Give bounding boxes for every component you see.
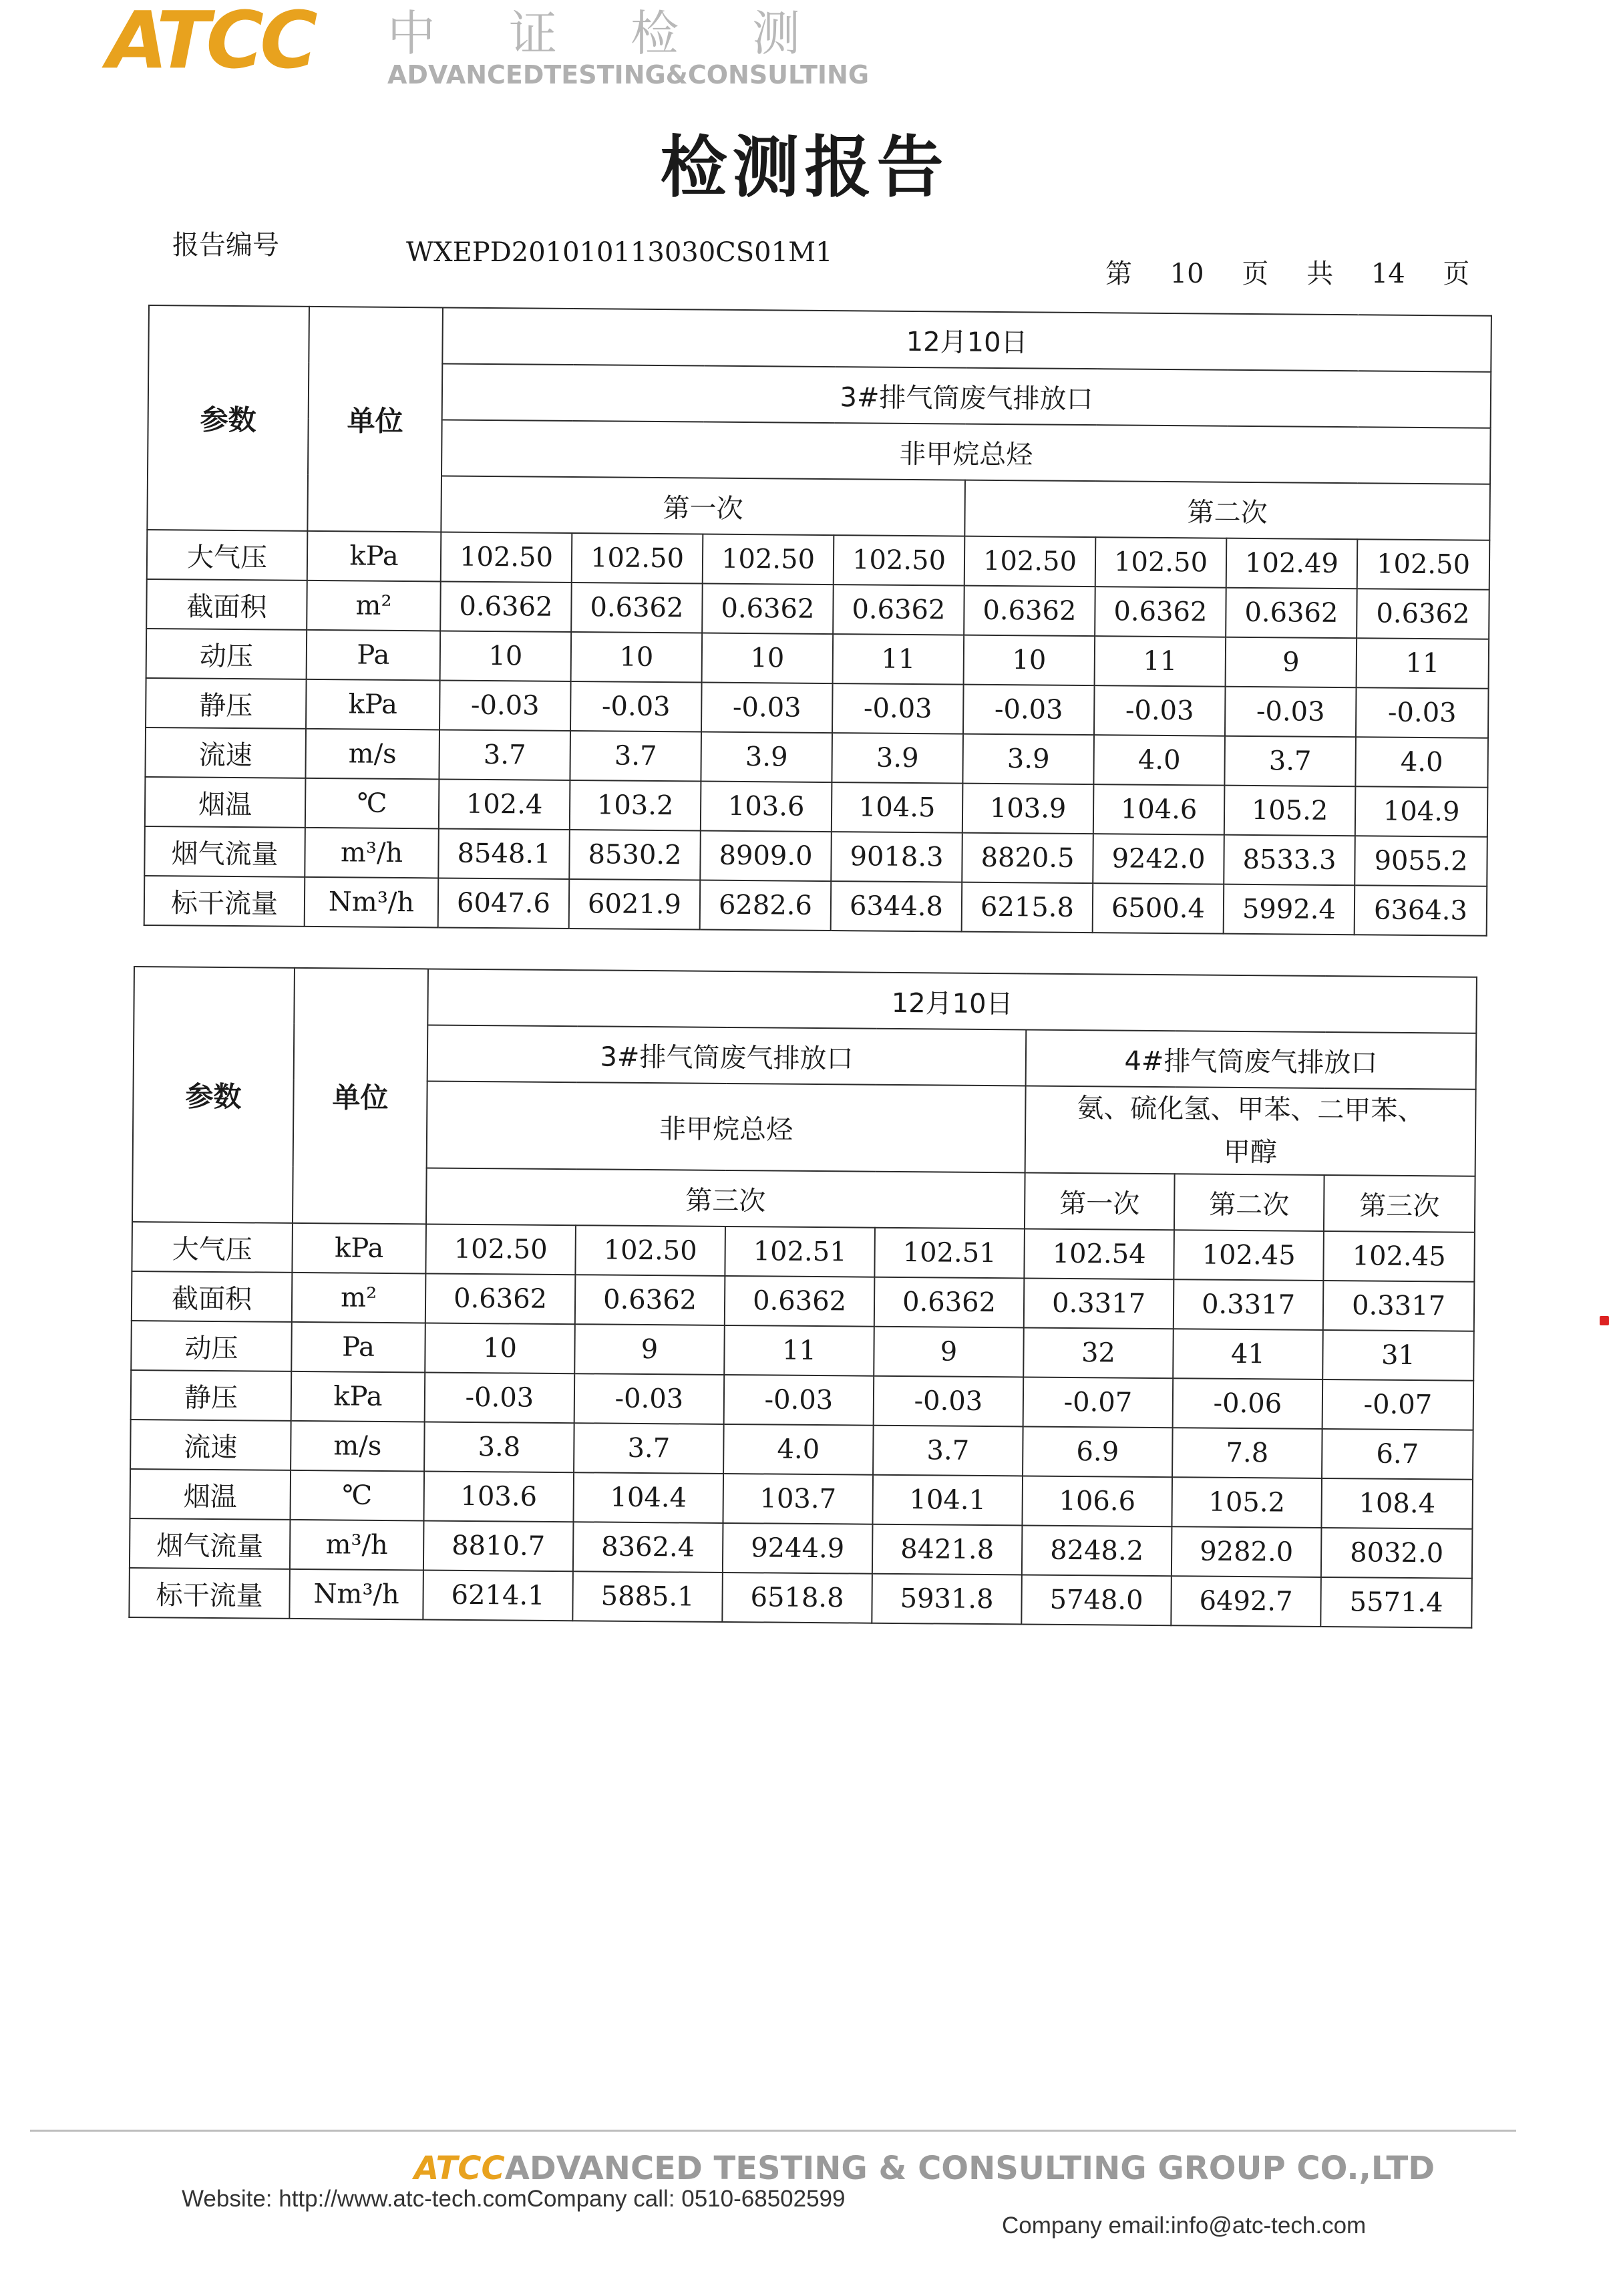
value-cell: 10 [571,632,703,683]
unit-cell: kPa [292,1223,426,1274]
unit-cell: Nm³/h [289,1569,423,1620]
emission-table-2 [128,966,1477,1629]
param-cell: 烟气流量 [144,826,305,877]
value-cell: 3.8 [424,1422,574,1472]
value-cell: 102.4 [439,779,570,830]
value-cell: 6492.7 [1171,1576,1321,1627]
param-cell: 大气压 [132,1222,293,1273]
unit-cell: ℃ [305,778,439,829]
value-cell: -0.03 [724,1375,874,1426]
value-cell: 102.50 [441,532,572,583]
value-cell: 104.1 [872,1475,1023,1526]
unit-cell: kPa [306,679,440,730]
value-cell: -0.07 [1322,1379,1474,1430]
unit-cell: kPa [291,1371,425,1422]
value-cell: 8248.2 [1022,1525,1172,1576]
value-cell: 0.6362 [1357,589,1489,639]
value-cell: 5931.8 [872,1574,1022,1625]
pollutant-header: 非甲烷总烃 [441,420,1491,484]
value-cell: 3.7 [574,1423,724,1474]
value-cell: 104.6 [1093,784,1225,835]
footer-divider [30,2130,1516,2132]
value-cell: 6021.9 [569,879,701,930]
value-cell: -0.03 [574,1373,725,1424]
unit-header: 单位 [307,307,443,532]
param-header: 参数 [147,305,309,531]
value-cell: 3.9 [701,732,832,783]
value-cell: 8421.8 [872,1524,1023,1575]
param-cell: 烟温 [145,777,306,828]
logo-english-name: ADVANCEDTESTING&CONSULTING [387,60,870,90]
param-cell: 烟气流量 [130,1518,291,1569]
value-cell: -0.03 [570,681,702,732]
value-cell: 102.54 [1024,1228,1174,1279]
value-cell: 6.7 [1322,1429,1473,1480]
value-cell: 5885.1 [572,1571,723,1622]
pollutant-header: 非甲烷总烃 [427,1081,1026,1172]
sample-group-header: 第二次 [1174,1174,1324,1231]
value-cell: 104.4 [573,1472,723,1523]
value-cell: 9018.3 [831,832,962,882]
report-title: 检测报告 [660,128,949,206]
value-cell: 0.6362 [1095,587,1226,637]
value-cell: -0.03 [874,1376,1024,1427]
value-cell: 32 [1023,1327,1174,1378]
sample-group-header: 第二次 [964,480,1490,540]
edge-mark [1600,1316,1609,1325]
value-cell: 11 [1095,636,1226,687]
unit-cell: Pa [307,630,441,681]
value-cell: 105.2 [1224,786,1356,836]
location-header: 3#排气筒废气排放口 [442,363,1491,428]
value-cell: 4.0 [723,1424,874,1475]
param-cell: 静压 [131,1370,292,1421]
sample-group-header: 第一次 [441,476,965,536]
value-cell: 6215.8 [962,882,1093,933]
value-cell: 3.9 [832,733,963,784]
value-cell: -0.03 [701,683,833,733]
value-cell: 5992.4 [1224,884,1355,935]
param-cell: 动压 [146,629,307,679]
value-cell: 102.45 [1323,1231,1475,1282]
footer-brand-mark: ATCC [414,2150,505,2187]
value-cell: 9244.9 [723,1523,873,1574]
date-header: 12月10日 [427,969,1477,1033]
value-cell: 104.5 [832,782,963,833]
value-cell: 6364.3 [1355,885,1487,936]
value-cell: 3.7 [570,731,701,782]
value-cell: 7.8 [1172,1428,1322,1478]
param-cell: 流速 [130,1420,291,1470]
value-cell: 6047.6 [438,878,570,929]
report-number-label: 报告编号 [172,230,279,261]
param-cell: 大气压 [147,530,308,581]
value-cell: 102.50 [703,534,834,585]
unit-cell: m³/h [305,828,439,878]
footer-website: Website: http://www.atc-tech.comCompany call: 0510-68502599 [182,2186,846,2212]
value-cell: 103.9 [962,784,1094,834]
unit-cell: m³/h [290,1520,424,1571]
sample-group-header: 第一次 [1025,1172,1175,1230]
unit-header: 单位 [293,968,428,1224]
value-cell: 102.50 [425,1224,576,1275]
page-label-prefix: 第 [1105,259,1132,289]
param-cell: 烟温 [130,1469,291,1520]
value-cell: 11 [724,1325,874,1376]
value-cell: 102.50 [1357,539,1490,590]
value-cell: 102.49 [1226,538,1358,589]
value-cell: 11 [1357,638,1489,689]
value-cell: 9282.0 [1172,1526,1322,1577]
param-header: 参数 [132,967,295,1223]
value-cell: 0.6362 [702,584,834,635]
page-total-prefix: 共 [1306,259,1334,289]
value-cell: 8548.1 [438,828,570,879]
footer-brand-text: ADVANCED TESTING & CONSULTING GROUP CO.,LTD [504,2150,1435,2187]
pollutant-header: 氨、硫化氢、甲苯、二甲苯、甲醇 [1025,1086,1476,1176]
table-row [144,876,1487,936]
unit-cell: m/s [291,1421,425,1472]
param-cell: 动压 [131,1321,292,1371]
footer-email: Company email:info@atc-tech.com [1002,2212,1367,2239]
value-cell: 5571.4 [1320,1577,1472,1628]
unit-cell: Pa [291,1322,425,1373]
value-cell: -0.03 [1094,685,1226,736]
value-cell: 3.7 [1224,736,1356,787]
value-cell: 4.0 [1093,735,1225,786]
value-cell: 10 [440,631,572,681]
value-cell: 8909.0 [700,831,832,882]
value-cell: 0.6362 [1226,588,1357,639]
value-cell: 102.50 [575,1225,725,1276]
value-cell: 0.6362 [575,1275,725,1325]
footer-brand [414,2150,1435,2187]
sample-group-header: 第三次 [426,1168,1025,1228]
value-cell: 6214.1 [423,1570,573,1621]
value-cell: -0.03 [425,1372,575,1423]
page-label-end: 页 [1443,259,1470,289]
param-cell: 流速 [145,727,306,778]
value-cell: 6282.6 [700,880,832,931]
sample-group-header: 第三次 [1324,1175,1475,1233]
value-cell: 6344.8 [831,881,962,932]
emission-table-1 [144,305,1492,937]
value-cell: 3.7 [439,729,570,780]
value-cell: 9 [874,1327,1024,1377]
value-cell: 104.9 [1355,786,1488,837]
value-cell: 6500.4 [1093,883,1224,934]
date-header: 12月10日 [442,307,1491,371]
value-cell: 0.6362 [425,1273,576,1324]
value-cell: 6518.8 [722,1573,872,1623]
value-cell: 102.50 [1095,537,1227,588]
value-cell: 31 [1322,1330,1474,1381]
value-cell: 106.6 [1022,1476,1172,1526]
value-cell: 9 [574,1324,725,1375]
value-cell: 0.6362 [874,1277,1025,1328]
value-cell: -0.03 [963,685,1095,735]
value-cell: 0.6362 [964,586,1095,637]
value-cell: 103.6 [701,782,832,832]
value-cell: 0.3317 [1174,1279,1324,1330]
value-cell: 102.50 [572,533,703,584]
value-cell: 3.9 [962,734,1094,785]
value-cell: -0.03 [832,683,964,734]
report-number: WXEPD201010113030CS01M1 [406,237,833,268]
value-cell: 103.6 [423,1471,574,1522]
value-cell: -0.03 [1225,687,1357,737]
unit-cell: ℃ [290,1470,424,1521]
param-cell: 静压 [146,678,307,729]
value-cell: 8820.5 [962,833,1093,884]
value-cell: 9 [1226,637,1357,688]
value-cell: 105.2 [1172,1477,1322,1528]
unit-cell: m/s [305,729,439,780]
location-header: 4#排气筒废气排放口 [1026,1029,1477,1089]
table-row [129,1568,1472,1628]
value-cell: 8810.7 [423,1520,574,1571]
value-cell: 102.51 [874,1228,1025,1279]
value-cell: 102.51 [725,1226,875,1277]
param-cell: 标干流量 [129,1568,290,1619]
value-cell: 11 [833,634,964,685]
page-indicator [1105,253,1469,291]
param-cell: 截面积 [146,579,307,630]
value-cell: 5748.0 [1021,1575,1172,1625]
logo-mark: ATCC [107,0,314,86]
logo-chinese-name: 中证检测 [387,5,874,61]
value-cell: 0.6362 [571,583,703,633]
value-cell: 0.6362 [440,581,572,632]
value-cell: 6.9 [1023,1426,1173,1477]
value-cell: 0.3317 [1323,1281,1475,1331]
location-header: 3#排气筒废气排放口 [427,1025,1027,1086]
value-cell: 41 [1173,1329,1323,1379]
value-cell: 8032.0 [1321,1528,1473,1579]
page-current: 10 [1170,259,1204,289]
value-cell: 103.7 [723,1474,873,1524]
value-cell: -0.03 [1356,687,1489,738]
page-label-mid: 页 [1242,259,1269,289]
unit-cell: m² [307,581,441,631]
value-cell: 4.0 [1355,737,1488,788]
param-cell: 截面积 [132,1271,293,1322]
value-cell: 10 [964,635,1095,686]
value-cell: 102.50 [834,535,965,586]
value-cell: 0.6362 [833,585,964,635]
value-cell: 8530.2 [569,830,701,880]
value-cell: 8533.3 [1224,835,1355,886]
value-cell: 3.7 [873,1426,1023,1476]
value-cell: -0.06 [1173,1378,1323,1429]
value-cell: -0.03 [439,680,571,731]
param-cell: 标干流量 [144,876,305,927]
value-cell: -0.07 [1023,1377,1174,1428]
unit-cell: Nm³/h [305,877,439,928]
value-cell: 0.6362 [725,1276,875,1327]
value-cell: 102.45 [1174,1230,1324,1281]
page-total: 14 [1371,259,1405,289]
value-cell: 102.50 [964,536,1096,587]
value-cell: 9055.2 [1355,836,1487,886]
value-cell: 10 [702,633,834,684]
unit-cell: m² [292,1273,426,1323]
value-cell: 108.4 [1321,1478,1473,1529]
value-cell: 0.3317 [1024,1278,1174,1329]
value-cell: 9242.0 [1093,834,1224,884]
unit-cell: kPa [307,531,441,582]
value-cell: 8362.4 [573,1522,723,1573]
value-cell: 10 [425,1323,575,1373]
value-cell: 103.2 [570,780,701,831]
